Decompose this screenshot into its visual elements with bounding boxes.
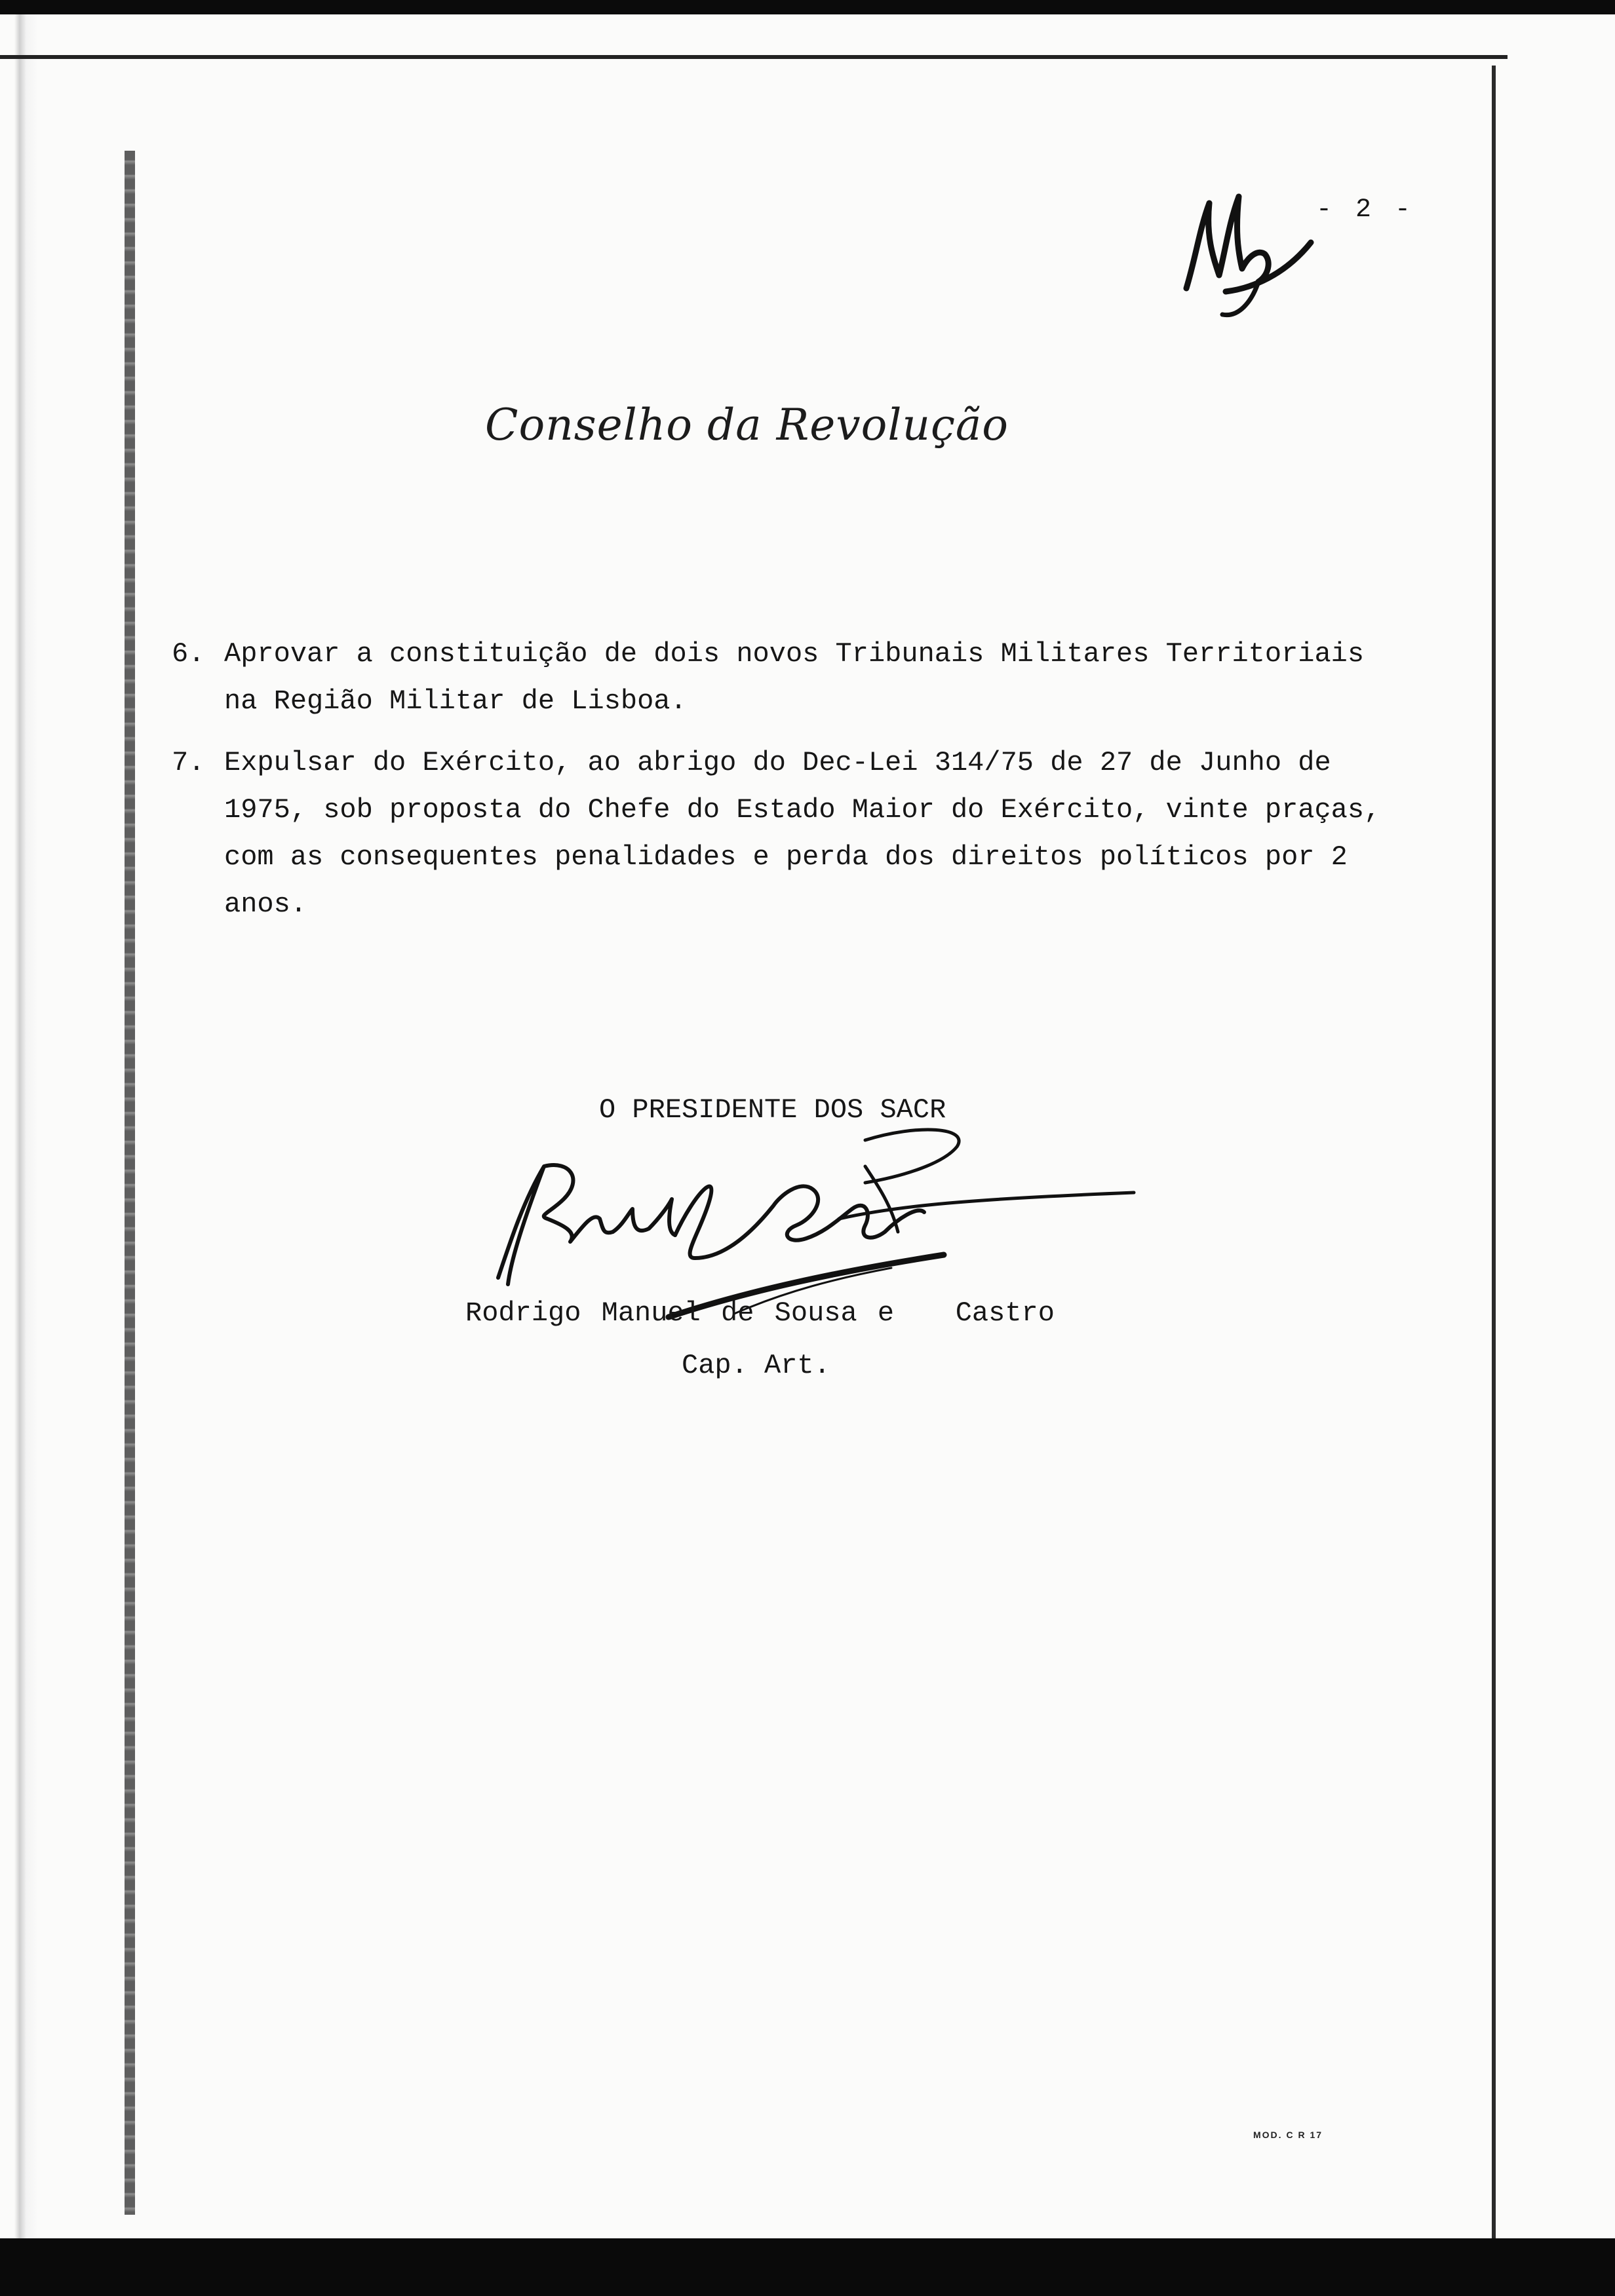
item-text: Expulsar do Exército, ao abrigo do Dec-Lei 314/75 de 27 de Junho de 1975, sob proposta do Chefe do Estado Maior do Exército, vinte praças, com as consequentes penalidades e perda dos direitos políticos por 2 anos.: [224, 747, 1381, 920]
signatory-rank: Cap. Art.: [682, 1350, 830, 1381]
item-number: 6.: [172, 638, 205, 670]
scan-top-rule: [0, 55, 1508, 59]
signatory-name: Rodrigo Manuel de Sousa e Castro: [465, 1297, 1055, 1329]
scan-top-border: [0, 0, 1615, 14]
handwritten-initials-icon: [1160, 177, 1317, 328]
letterhead: Conselho da Revolução: [485, 400, 1009, 450]
signatory-title: O PRESIDENTE DOS SACR: [599, 1094, 946, 1126]
scan-left-margin: [0, 0, 38, 2296]
scan-right-edge: [1492, 66, 1496, 2248]
handwritten-signature-icon: [472, 1127, 1154, 1324]
list-item: [172, 739, 1443, 928]
resolution-list: [172, 630, 1443, 942]
item-number: 7.: [172, 747, 205, 778]
scan-bottom-border: [0, 2238, 1615, 2296]
signature-block: [452, 1094, 1108, 1396]
list-item: [172, 630, 1443, 725]
page-number: - 2 -: [1316, 195, 1415, 225]
form-code: MOD. C R 17: [1253, 2130, 1323, 2140]
scan-left-edge: [125, 151, 135, 2215]
item-text: Aprovar a constituição de dois novos Tribunais Militares Territoriais na Região Militar de Lisboa.: [224, 638, 1365, 717]
